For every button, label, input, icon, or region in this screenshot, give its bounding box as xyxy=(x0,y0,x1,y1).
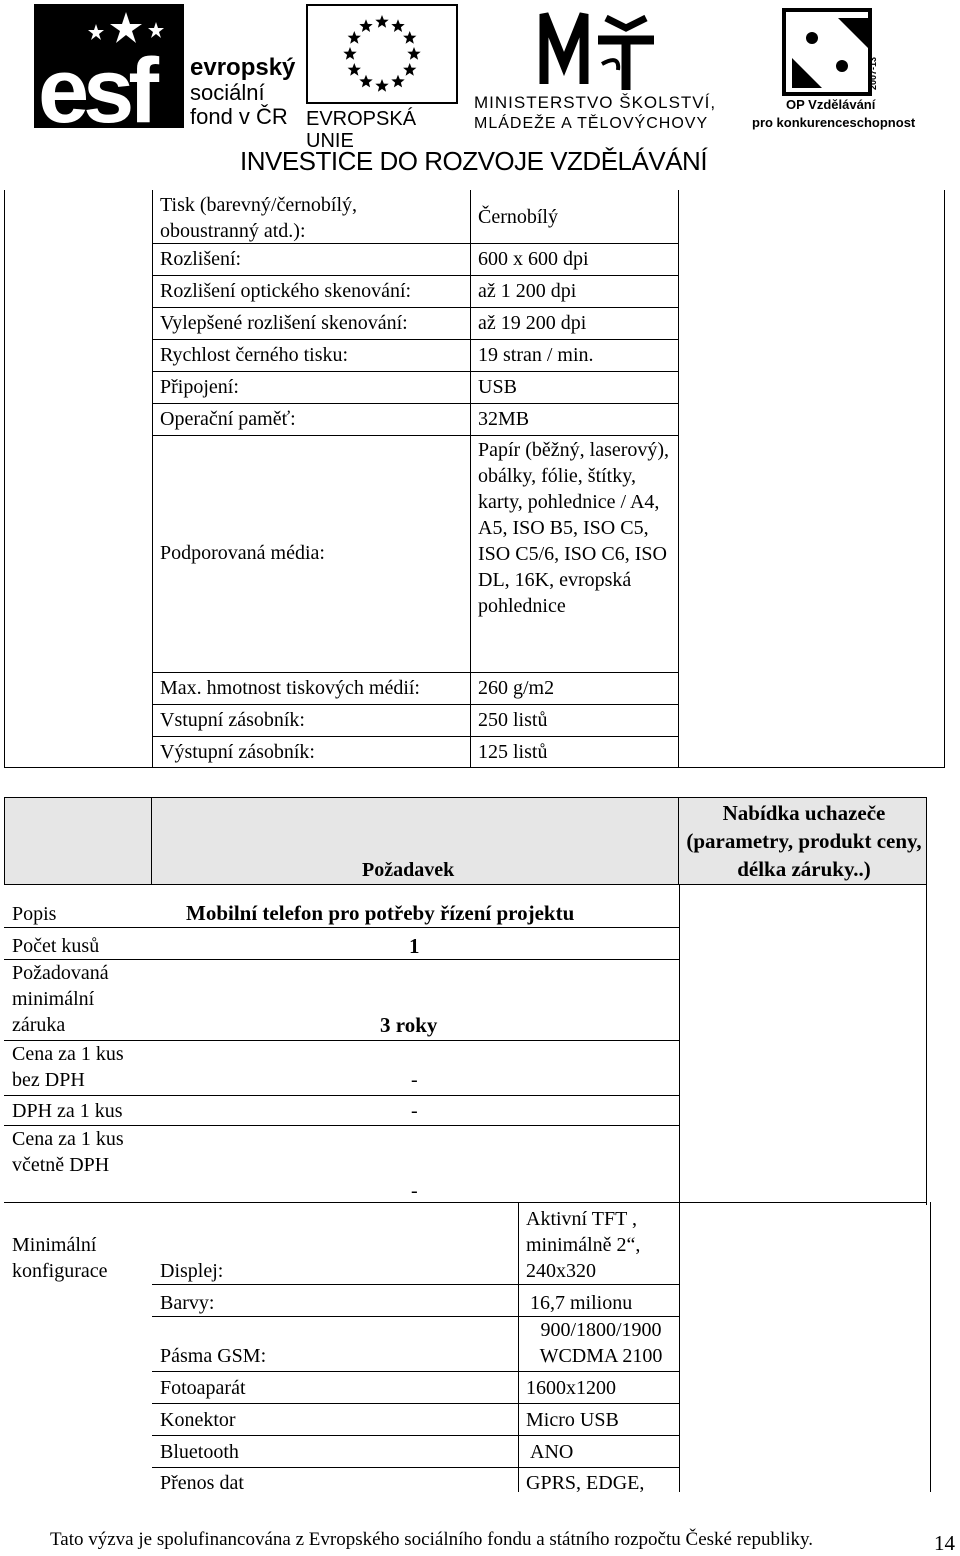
op-text-1: OP Vzdělávání xyxy=(786,97,876,112)
esf-logo xyxy=(34,4,302,128)
svg-text:esf: esf xyxy=(38,40,153,128)
spec-label-print: Tisk (barevný/černobílý, oboustranný atd.): xyxy=(160,194,358,242)
op-mark-icon xyxy=(782,8,882,98)
row-label-description: Popis xyxy=(12,903,57,925)
config-label-bluetooth: Bluetooth xyxy=(160,1441,239,1463)
config-value-gsm: 900/1800/1900 WCDMA 2100 xyxy=(539,1319,663,1367)
config-label-connector: Konektor xyxy=(160,1409,236,1431)
row-label-price-no-vat: Cena za 1 kus bez DPH xyxy=(12,1043,124,1091)
row-value-description: Mobilní telefon pro potřeby řízení projektu xyxy=(186,901,575,925)
spec-label-resolution: Rozlišení: xyxy=(160,248,242,270)
spec-label-optical-scan: Rozlišení optického skenování: xyxy=(160,280,412,302)
spec-label-connection: Připojení: xyxy=(160,376,239,398)
config-value-bluetooth: ANO xyxy=(530,1441,574,1463)
header-offer: Nabídka uchazeče (parametry, produkt ceny, délka záruky..) xyxy=(686,801,922,881)
msmt-text-1: MINISTERSTVO ŠKOLSTVÍ, xyxy=(474,93,717,112)
config-label: Minimální konfigurace xyxy=(12,1234,108,1282)
esf-text-1: evropský xyxy=(190,54,296,81)
spec-value-output-tray: 125 listů xyxy=(478,741,548,763)
config-value-connector: Micro USB xyxy=(526,1409,619,1431)
config-value-colors: 16,7 milionu xyxy=(530,1292,633,1314)
spec-value-connection: USB xyxy=(478,376,517,398)
config-value-camera: 1600x1200 xyxy=(526,1377,616,1399)
spec-value-resolution: 600 x 600 dpi xyxy=(478,248,589,270)
eu-logo xyxy=(306,4,468,152)
spec-label-max-weight: Max. hmotnost tiskových médií: xyxy=(160,677,420,699)
spec-label-media: Podporovaná média: xyxy=(160,542,325,564)
esf-text-3: fond v ČR xyxy=(190,104,288,129)
header-cell-blank xyxy=(4,797,152,885)
spec-value-enhanced-scan: až 19 200 dpi xyxy=(478,312,587,334)
row-value-price-with-vat: - xyxy=(411,1180,418,1202)
footer-text: Tato výzva je spolufinancována z Evropského sociálního fondu a státního rozpočtu České republiky. xyxy=(50,1529,814,1550)
spec-label-memory: Operační paměť: xyxy=(160,408,296,430)
spec-label-speed: Rychlost černého tisku: xyxy=(160,344,349,366)
spec-label-enhanced-scan: Vylepšené rozlišení skenování: xyxy=(160,312,408,334)
svg-text:2007-13: 2007-13 xyxy=(868,56,878,90)
config-label-gsm: Pásma GSM: xyxy=(160,1345,267,1367)
row-value-price-no-vat: - xyxy=(411,1069,418,1091)
config-label-colors: Barvy: xyxy=(160,1292,215,1314)
op-text-2: pro konkurenceschopnost xyxy=(752,115,916,130)
spec-value-speed: 19 stran / min. xyxy=(478,344,594,366)
esf-logo-mark xyxy=(34,4,184,128)
spec-label-output-tray: Výstupní zásobník: xyxy=(160,741,315,763)
spec-value-optical-scan: až 1 200 dpi xyxy=(478,280,577,302)
esf-text-2: sociální xyxy=(190,80,265,105)
msmt-mark-icon xyxy=(536,4,686,94)
page-number: 14 xyxy=(934,1531,955,1555)
config-value-data: GPRS, EDGE, xyxy=(526,1472,645,1494)
msmt-logo xyxy=(474,4,742,132)
header-requirement: Požadavek xyxy=(362,859,455,881)
eu-label: EVROPSKÁ UNIE xyxy=(306,108,417,152)
config-label-camera: Fotoaparát xyxy=(160,1377,246,1399)
spec-label-input-tray: Vstupní zásobník: xyxy=(160,709,305,731)
spec-value-memory: 32MB xyxy=(478,408,530,430)
row-value-warranty: 3 roky xyxy=(380,1013,438,1037)
op-logo xyxy=(750,4,930,128)
eu-flag-icon xyxy=(306,4,458,104)
msmt-text-2: MLÁDEŽE A TĚLOVÝCHOVY xyxy=(474,115,709,132)
spec-value-media: Papír (běžný, laserový), obálky, fólie, štítky, karty, pohlednice / A4, A5, ISO B5, ISO C5, ISO C5/6, ISO C6, ISO DL, 16K, evropská pohlednice xyxy=(478,439,670,617)
row-label-warranty: Požadovaná minimální záruka xyxy=(12,962,109,1036)
config-label-data: Přenos dat xyxy=(160,1472,244,1494)
row-label-vat: DPH za 1 kus xyxy=(12,1100,123,1122)
header-motto: INVESTICE DO ROZVOJE VZDĚLÁVÁNÍ xyxy=(240,146,708,176)
row-value-quantity: 1 xyxy=(409,934,420,958)
spec-value-max-weight: 260 g/m2 xyxy=(478,677,555,699)
config-label-display: Displej: xyxy=(160,1260,224,1282)
row-value-vat: - xyxy=(411,1100,418,1122)
spec-value-print: Černobílý xyxy=(478,206,558,228)
spec-value-input-tray: 250 listů xyxy=(478,709,548,731)
row-label-quantity: Počet kusů xyxy=(12,935,100,957)
config-value-display: Aktivní TFT , minimálně 2“, 240x320 xyxy=(526,1208,641,1282)
row-label-price-with-vat: Cena za 1 kus včetně DPH xyxy=(12,1128,124,1176)
